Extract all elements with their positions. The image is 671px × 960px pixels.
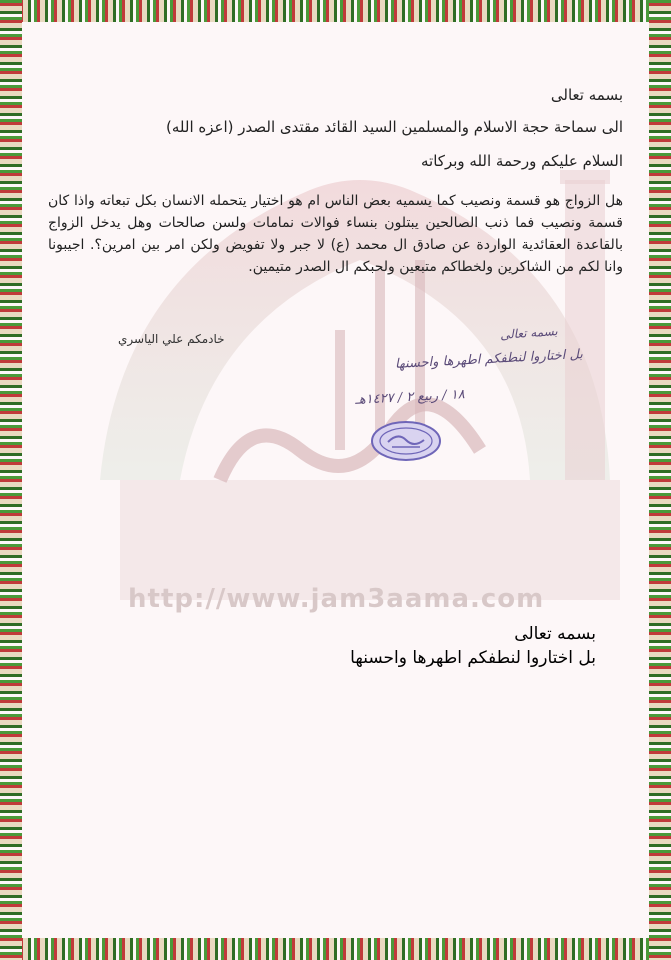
letter-greeting: السلام عليكم ورحمة الله وبركاته	[421, 152, 623, 170]
decorative-border-right	[649, 0, 671, 960]
letter-body: هل الزواج هو قسمة ونصيب كما يسميه بعض الناس ام هو اختيار يتحمله الانسان بكل تبعاته واذا كان قسمة ونصيب فما ذنب الصالحين يبتلون بنساء فوالات نمامات ولسن صالحات وهل يدخل الزواج بالقاعدة العقائدية الواردة عن صادق ال محمد (ع) لا جبر ولا تفويض ولكن امر بين امرين؟. اجيبونا وانا لكم من الشاكرين ولخطاكم متبعين ولحبكم ال الصدر متيمين.	[48, 193, 623, 275]
handwritten-heading: بسمه تعالى	[499, 324, 559, 342]
decorative-border-top	[0, 0, 671, 22]
decorative-border-left	[0, 0, 22, 960]
decorative-border-bottom	[0, 938, 671, 960]
letter-signature: خادمكم علي الياسري	[118, 332, 225, 346]
typed-reply-body: بل اختاروا لنطفكم اطهرها واحسنها	[350, 648, 596, 668]
watermark-url: http://www.jam3aama.com	[128, 584, 545, 614]
letter-heading: بسمه تعالى	[550, 86, 623, 104]
handwritten-date: ١٨ / ربيع ٢ / ١٤٢٧هـ	[354, 387, 466, 408]
typed-reply-title: بسمه تعالى	[514, 624, 596, 644]
office-seal-stamp	[370, 420, 442, 462]
letter-addressee: الى سماحة حجة الاسلام والمسلمين السيد القائد مقتدى الصدر (اعزه الله)	[166, 118, 623, 136]
handwritten-answer: بل اختاروا لنطفكم اطهرها واحسنها	[394, 347, 584, 372]
